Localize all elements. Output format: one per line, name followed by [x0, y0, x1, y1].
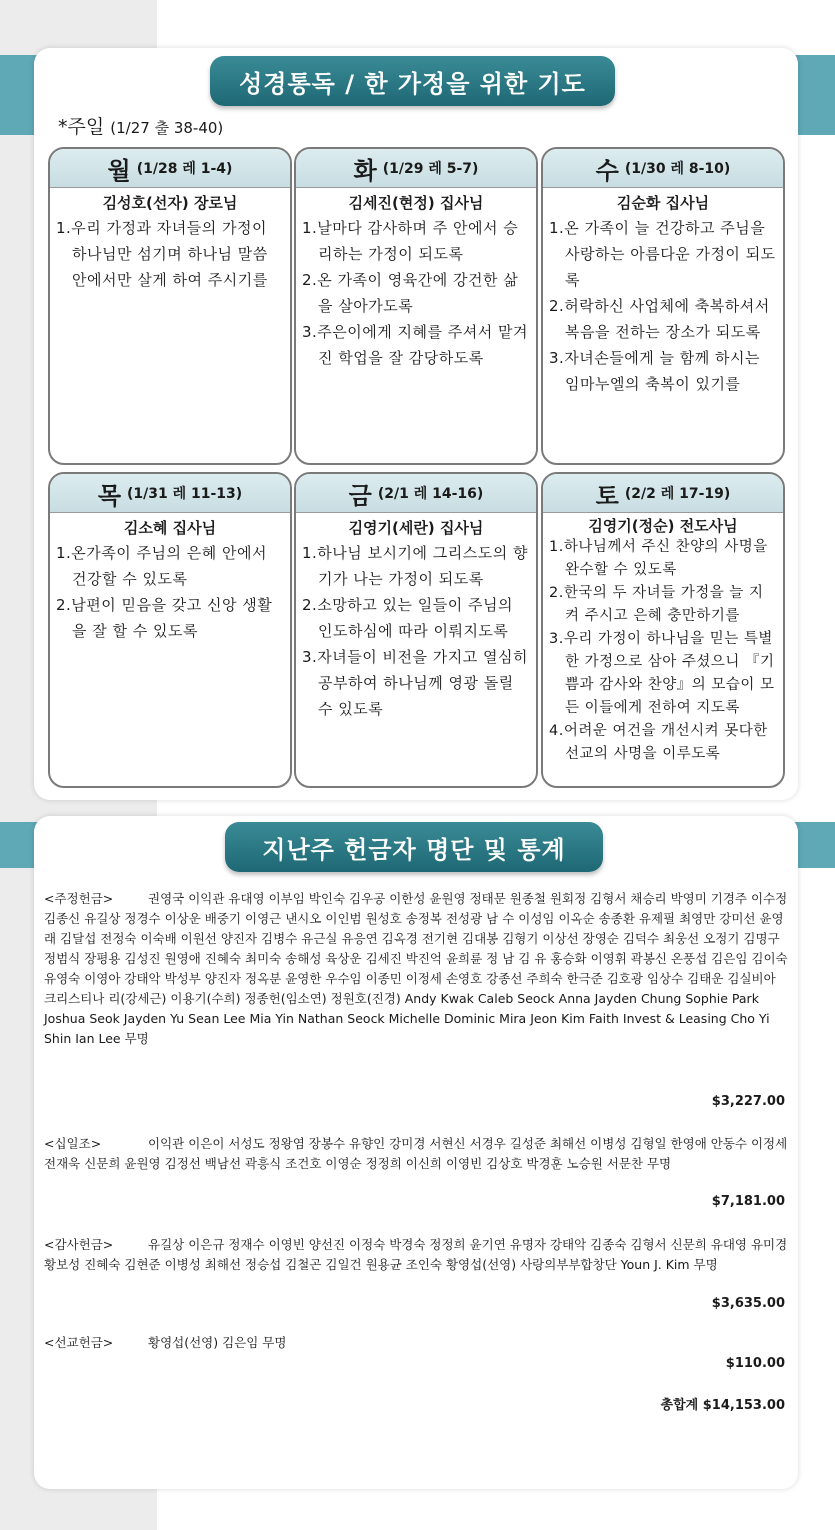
- offering-names: 권영국 이익관 유대영 이부임 박인숙 김우공 이한성 윤원영 정태문 원종철 원회정 김형서 채승리 박영미 기경주 이수정 김종신 유길상 정경수 이상운 배중기 이영근 낸시오 이인범 원성호 송정복 전성광 남 수 이성임 이옥순 송종환 유제필 최영만 강미선 윤영래 김달섭 전정숙 이숙배 이원선 양진자 김병수 유근실 유응연 김옥경 전기현 김대봉 김형기 이상선 장영순 김덕수 최웅선 오정기 김명구 정범식 장평용 김성진 원영애 진혜숙 최미숙 송해성 육상운 김세진 박진억 윤희륜 정 남 김 유 홍승화 이영휘 곽봉신 온풍섭 김은임 김이숙 유영숙 이영아 강태악 박성부 양진자 정옥분 윤영한 우수임 이종민 이정세 손영호 강종선 주희숙 한극준 김호광 임상수 김태운 김실비아 크리스티나 리(강세근) 이용기(수희) 정종헌(임소연) 정원호(진경) Andy Kwak Caleb Seock Anna Jayden Chung Sophie Park Joshua Seok Jayden Yu Sean Lee Mia Yin Nathan Seock Michelle Dominic Mira Jeon Kim Faith Invest & Leasing Cho Yi Shin Ian Lee 무명: [44, 891, 788, 1046]
- day-name: 수: [595, 156, 619, 185]
- day-box-thursday: [48, 472, 292, 788]
- day-name: 토: [595, 481, 619, 510]
- day-name: 화: [353, 156, 377, 185]
- offering-group-mission: [44, 1333, 789, 1353]
- offering-label: <십일조>: [44, 1136, 102, 1151]
- offering-names: 이익관 이은이 서성도 정왕염 장봉수 유향인 강미경 서현신 서경우 길성준 최해선 이병성 김형일 한영애 안동수 이정세 전재욱 신문희 윤원영 김정선 백남선 곽흥식 조건호 이영순 정정희 이신희 이영빈 김상호 박경훈 노승원 서문찬 무명: [44, 1136, 788, 1171]
- day-box-saturday: [541, 472, 785, 788]
- prayer-item: 2.소망하고 있는 일들이 주님의 인도하심에 따라 이뤄지도록: [302, 596, 513, 640]
- prayer-item: 3.자녀손들에게 늘 함께 하시는 임마누엘의 축복이 있기를: [549, 349, 760, 393]
- day-header: [543, 474, 783, 513]
- family-name: 김성호(선자) 장로님: [102, 194, 238, 212]
- day-reading: (1/28 레 1-4): [136, 161, 233, 177]
- offering-names: 유길상 이은규 정재수 이영빈 양선진 이정숙 박경숙 정정희 윤기연 유명자 강태악 김종숙 김형서 신문희 유대영 유미경 황보성 진혜숙 김현준 이병성 최해선 정승섭 김철곤 김일건 원용균 조인숙 황영섭(선영) 사랑의부부합창단 Youn J. Kim 무명: [44, 1237, 788, 1272]
- offering-label: <감사헌금>: [44, 1237, 114, 1252]
- offering-amount: $7,181.00: [711, 1194, 785, 1209]
- prayer-item: 2.온 가족이 영육간에 강건한 삶을 살아가도록: [302, 271, 519, 315]
- day-name: 금: [348, 481, 372, 510]
- offering-amount: $3,227.00: [711, 1094, 785, 1109]
- offering-group-weekly: [44, 889, 789, 1049]
- prayer-list: [56, 215, 284, 293]
- sunday-ref: (1/27 출 38-40): [110, 119, 224, 137]
- family-name: 김세진(현정) 집사님: [348, 194, 484, 212]
- offering-label: <선교헌금>: [44, 1335, 114, 1350]
- family-name: 김소혜 집사님: [123, 519, 217, 537]
- prayer-title-banner: [210, 56, 615, 106]
- sunday-reading: [58, 112, 223, 139]
- offering-title: 지난주 헌금자 명단 및 통계: [262, 835, 566, 864]
- day-reading: (1/30 레 8-10): [624, 161, 731, 177]
- prayer-list: [549, 215, 777, 397]
- prayer-title: 성경통독 / 한 가정을 위한 기도: [239, 69, 586, 98]
- day-header: [50, 149, 290, 188]
- day-reading: (2/1 레 14-16): [377, 486, 484, 502]
- prayer-item: 1.날마다 감사하며 주 안에서 승리하는 가정이 되도록: [302, 219, 519, 263]
- prayer-item: 1.하나님께서 주신 찬양의 사명을 완수할 수 있도록: [549, 539, 768, 578]
- offering-group-tithe: [44, 1134, 789, 1174]
- family-name: 김순화 집사님: [616, 194, 710, 212]
- prayer-item: 2.한국의 두 자녀들 가정을 늘 지켜 주시고 은혜 충만하기를: [549, 585, 764, 624]
- offering-amount: $110.00: [725, 1356, 785, 1371]
- sunday-label: *주일: [58, 116, 105, 138]
- day-box-monday: [48, 147, 292, 465]
- day-reading: (1/29 레 5-7): [382, 161, 479, 177]
- prayer-list: [549, 536, 777, 766]
- prayer-item: 1.우리 가정과 자녀들의 가정이 하나님만 섬기며 하나님 말씀 안에서만 살게 하여 주시기를: [56, 219, 268, 289]
- prayer-item: 2.남편이 믿음을 갖고 신앙 생활을 잘 할 수 있도록: [56, 596, 273, 640]
- day-box-wednesday: [541, 147, 785, 465]
- prayer-item: 3.주은이에게 지혜를 주셔서 맡겨진 학업을 잘 감당하도록: [302, 323, 528, 367]
- prayer-list: [302, 540, 530, 722]
- day-reading: (2/2 레 17-19): [624, 486, 731, 502]
- day-header: [50, 474, 290, 513]
- day-box-friday: [294, 472, 538, 788]
- day-header: [543, 149, 783, 188]
- day-header: [296, 474, 536, 513]
- prayer-item: 2.허락하신 사업체에 축복하셔서 복음을 전하는 장소가 되도록: [549, 297, 770, 341]
- prayer-item: 1.하나님 보시기에 그리스도의 향기가 나는 가정이 되도록: [302, 544, 528, 588]
- offering-label: <주정헌금>: [44, 891, 114, 906]
- prayer-list: [302, 215, 530, 371]
- family-name: 김영기(세란) 집사님: [348, 519, 484, 537]
- prayer-item: 1.온가족이 주님의 은혜 안에서 건강할 수 있도록: [56, 544, 267, 588]
- offering-title-banner: [225, 822, 603, 872]
- day-box-tuesday: [294, 147, 538, 465]
- prayer-item: 4.어려운 여건을 개선시켜 못다한 선교의 사명을 이루도록: [549, 723, 768, 762]
- prayer-item: 3.우리 가정이 하나님을 믿는 특별한 가정으로 삼아 주셨으니 『기쁨과 감사와 찬양』의 모습이 모든 이들에게 전하여 지도록: [549, 631, 775, 716]
- day-reading: (1/31 레 11-13): [127, 486, 243, 502]
- offering-names: 황영섭(선영) 김은임 무명: [148, 1335, 287, 1350]
- day-name: 목: [97, 481, 121, 510]
- prayer-item: 1.온 가족이 늘 건강하고 주님을 사랑하는 아름다운 가정이 되도록: [549, 219, 776, 289]
- offering-total: 총합계 $14,153.00: [660, 1398, 785, 1413]
- day-name: 월: [107, 156, 131, 185]
- day-header: [296, 149, 536, 188]
- prayer-item: 3.자녀들이 비전을 가지고 열심히 공부하여 하나님께 영광 돌릴 수 있도록: [302, 648, 528, 718]
- offering-group-thanks: [44, 1235, 789, 1275]
- offering-amount: $3,635.00: [711, 1296, 785, 1311]
- family-name: 김영기(정순) 전도사님: [588, 517, 738, 535]
- prayer-list: [56, 540, 284, 644]
